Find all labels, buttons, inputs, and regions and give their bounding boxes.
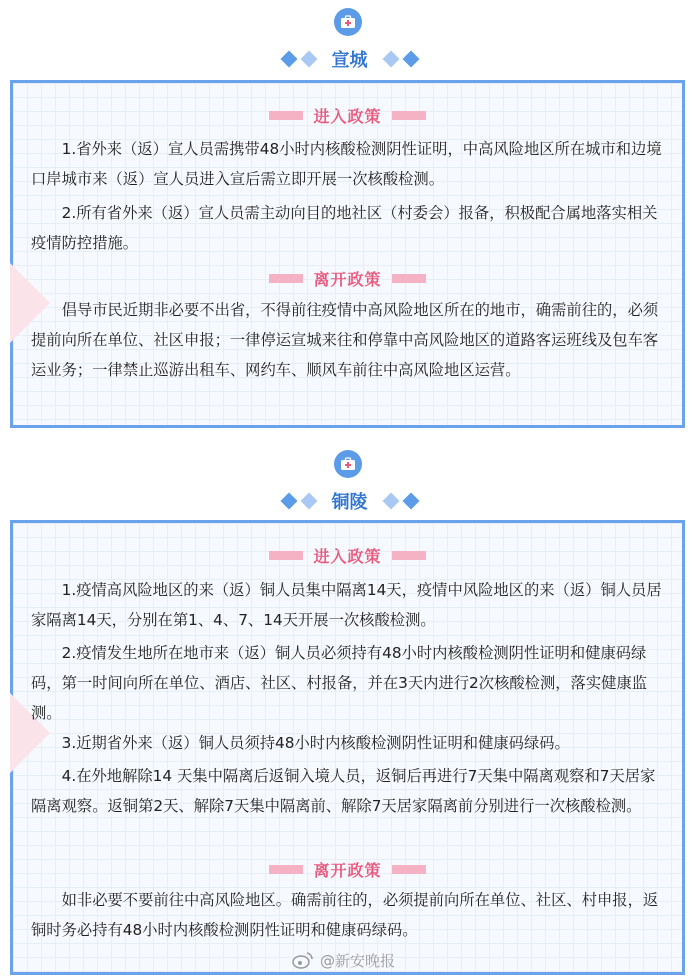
policy-panel-tongling bbox=[10, 520, 685, 975]
medical-kit-icon bbox=[334, 450, 362, 478]
weibo-icon bbox=[292, 951, 314, 969]
policy-panel-xuancheng bbox=[10, 80, 685, 428]
city-header-tongling bbox=[0, 450, 699, 520]
entry-policy-heading: 进入政策 bbox=[13, 543, 682, 567]
medical-kit-icon bbox=[334, 8, 362, 36]
diamond-decoration-right bbox=[382, 495, 420, 507]
diamond-decoration-right bbox=[382, 53, 420, 65]
policy-item: 1.省外来（返）宣人员需携带48小时内核酸检测阴性证明，中高风险地区所在城市和边境口岸城市来（返）宣人员进入宣后需立即开展一次核酸检测。 bbox=[31, 140, 662, 188]
leave-policy-heading: 离开政策 bbox=[13, 266, 682, 290]
policy-item: 如非必要不要前往中高风险地区。确需前往的，必须提前向所在单位、社区、村申报，返铜时务必持有48小时内核酸检测阴性证明和健康码绿码。 bbox=[31, 891, 659, 939]
policy-item: 2.所有省外来（返）宣人员需主动向目的地社区（村委会）报备，积极配合属地落实相关疫情防控措施。 bbox=[31, 204, 658, 252]
policy-item: 倡导市民近期非必要不出省，不得前往疫情中高风险地区所在的地市，确需前往的，必须提前向所在单位、社区申报；一律停运宣城来往和停靠中高风险地区的道路客运班线及包车客运业务；一律禁止巡游出租车、网约车、顺风车前往中高风险地区运营。 bbox=[31, 301, 659, 379]
watermark-text: @新安晚报 bbox=[320, 951, 396, 970]
city-title: 宣城 bbox=[331, 50, 368, 71]
entry-policy-heading: 进入政策 bbox=[13, 103, 682, 127]
leave-policy-heading: 离开政策 bbox=[13, 857, 682, 881]
weibo-watermark bbox=[292, 948, 395, 972]
policy-item: 4.在外地解除14 天集中隔离后返铜入境人员，返铜后再进行7天集中隔离观察和7天居家隔离观察。返铜第2天、解除7天集中隔离前、解除7天居家隔离前分别进行一次核酸检测。 bbox=[31, 767, 656, 815]
policy-item: 2.疫情发生地所在地市来（返）铜人员必须持有48小时内核酸检测阴性证明和健康码绿码，第一时间向所在单位、酒店、社区、村报备，并在3天内进行2次核酸检测，落实健康监测。 bbox=[31, 644, 648, 722]
diamond-decoration-left bbox=[280, 53, 318, 65]
policy-item: 3.近期省外来（返）铜人员须持48小时内核酸检测阴性证明和健康码绿码。 bbox=[61, 734, 570, 752]
policy-item: 1.疫情高风险地区的来（返）铜人员集中隔离14天，疫情中风险地区的来（返）铜人员居家隔离14天，分别在第1、4、7、14天开展一次核酸检测。 bbox=[31, 581, 662, 629]
diamond-decoration-left bbox=[280, 495, 318, 507]
city-header-xuancheng bbox=[0, 8, 699, 78]
city-title: 铜陵 bbox=[331, 492, 368, 513]
